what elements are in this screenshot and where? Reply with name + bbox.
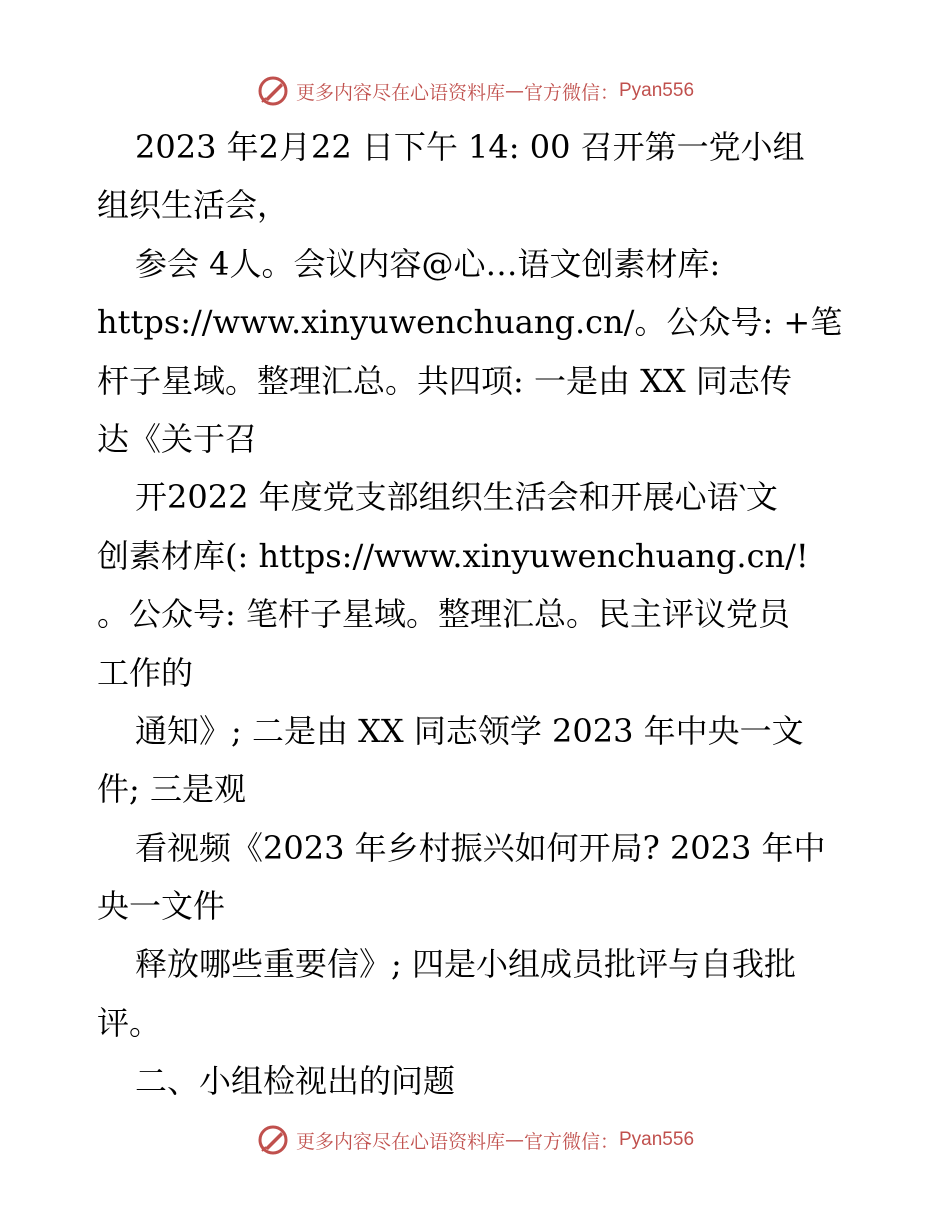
document-body [97, 118, 857, 1111]
body-line: 。公众号: 笔杆子星域。整理汇总。民主评议党员 [97, 595, 790, 634]
body-line: https://www.xinyuwenchuang.cn/。公众号: +笔 [97, 303, 843, 342]
header-watermark [0, 71, 950, 111]
body-line: 工作的 [97, 653, 194, 692]
body-line: 件; 三是观 [97, 770, 246, 809]
body-line: 央一文件 [97, 887, 226, 926]
footer-dash: — [504, 1129, 524, 1151]
body-line: 通知》; 二是由 XX 同志领学 2023 年中央一文 [135, 711, 804, 750]
footer-watermark [0, 1120, 950, 1160]
feather-pen-logo-icon [256, 74, 290, 108]
body-line: 创素材库(: https://www.xinyuwenchuang.cn/! [97, 536, 809, 575]
body-line: 2023 年2月22 日下午 14: 00 召开第一党小组 [135, 128, 805, 166]
body-line: 开2022 年度党支部组织生活会和开展心语‵文 [135, 478, 778, 517]
body-line: 达《关于召 [97, 419, 258, 458]
footer-sub-text: 官方微信： [523, 1130, 619, 1153]
header-wechat-id: Pyan556 [619, 80, 695, 101]
body-line: 释放哪些重要信》; 四是小组成员批评与自我批 [135, 945, 796, 984]
header-sub-text: 官方微信： [523, 81, 619, 104]
body-line: 看视频《2023 年乡村振兴如何开局? 2023 年中 [135, 828, 826, 867]
footer-main-text: 更多内容尽在心语资料库 [295, 1130, 505, 1153]
body-line: 组织生活会， [97, 186, 290, 225]
feather-pen-logo-icon [256, 1123, 290, 1157]
body-line: 参会 4人。会议内容@心…语文创素材库: [135, 244, 721, 283]
header-main-text: 更多内容尽在心语资料库 [295, 81, 505, 104]
body-line: 杆子星域。整理汇总。共四项: 一是由 XX 同志传 [97, 361, 792, 400]
body-line: 评。 [97, 1003, 162, 1042]
section-heading: 二、小组检视出的问题 [135, 1062, 456, 1101]
header-dash: — [504, 80, 524, 102]
footer-wechat-id: Pyan556 [619, 1129, 695, 1150]
